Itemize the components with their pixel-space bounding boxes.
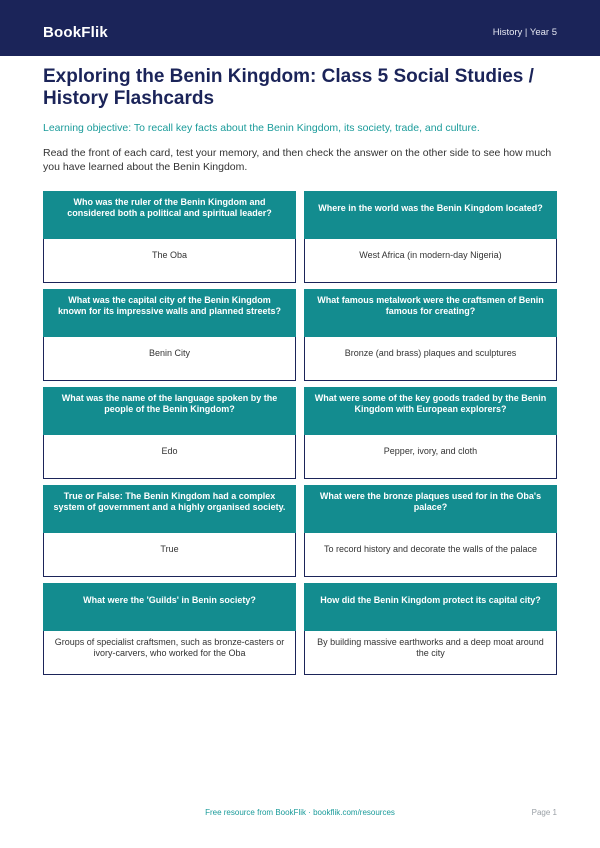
flashcard-question: Where in the world was the Benin Kingdom located? — [304, 191, 557, 239]
flashcard — [304, 289, 557, 381]
flashcard-question: What were the bronze plaques used for in the Oba's palace? — [304, 485, 557, 533]
flashcard-question: What famous metalwork were the craftsmen of Benin famous for creating? — [304, 289, 557, 337]
flashcard — [43, 583, 296, 675]
flashcard-question: What was the capital city of the Benin Kingdom known for its impressive walls and planned streets? — [43, 289, 296, 337]
flashcard-answer: The Oba — [43, 241, 296, 283]
flashcard-answer: West Africa (in modern-day Nigeria) — [304, 241, 557, 283]
flashcard-question: What was the name of the language spoken by the people of the Benin Kingdom? — [43, 387, 296, 435]
learning-objective: Learning objective: To recall key facts about the Benin Kingdom, its society, trade, and culture. — [43, 122, 480, 134]
flashcard-question: True or False: The Benin Kingdom had a complex system of government and a highly organised society. — [43, 485, 296, 533]
flashcard — [304, 485, 557, 577]
flashcard-question: Who was the ruler of the Benin Kingdom and considered both a political and spiritual leader? — [43, 191, 296, 239]
flashcard — [304, 387, 557, 479]
flashcard — [43, 485, 296, 577]
footer-text: Free resource from BookFlik · bookflik.com/resources — [205, 808, 395, 817]
brand-logo: BookFlik — [43, 24, 108, 41]
flashcard — [43, 289, 296, 381]
flashcard-question: What were some of the key goods traded by the Benin Kingdom with European explorers? — [304, 387, 557, 435]
page-title: Exploring the Benin Kingdom: Class 5 Social Studies / History Flashcards — [43, 66, 534, 109]
flashcard-answer: By building massive earthworks and a deep moat around the city — [304, 633, 557, 675]
flashcard-answer: Groups of specialist craftsmen, such as bronze-casters or ivory-carvers, who worked for the Oba — [43, 633, 296, 675]
header-meta: History | Year 5 — [492, 27, 557, 38]
flashcard — [304, 191, 557, 283]
flashcard — [304, 583, 557, 675]
top-bar — [0, 0, 600, 56]
flashcard — [43, 191, 296, 283]
flashcard-answer: Bronze (and brass) plaques and sculptures — [304, 339, 557, 381]
flashcard-answer: True — [43, 535, 296, 577]
page-number: Page 1 — [531, 808, 557, 817]
intro-text: Read the front of each card, test your memory, and then check the answer on the other side to see how much you have learned about the Benin Kingdom. — [43, 147, 552, 173]
flashcard-answer: Pepper, ivory, and cloth — [304, 437, 557, 479]
flashcard — [43, 387, 296, 479]
flashcard-answer: To record history and decorate the walls of the palace — [304, 535, 557, 577]
flashcard-question: What were the 'Guilds' in Benin society? — [43, 583, 296, 631]
flashcard-question: How did the Benin Kingdom protect its capital city? — [304, 583, 557, 631]
flashcard-answer: Edo — [43, 437, 296, 479]
flashcard-answer: Benin City — [43, 339, 296, 381]
